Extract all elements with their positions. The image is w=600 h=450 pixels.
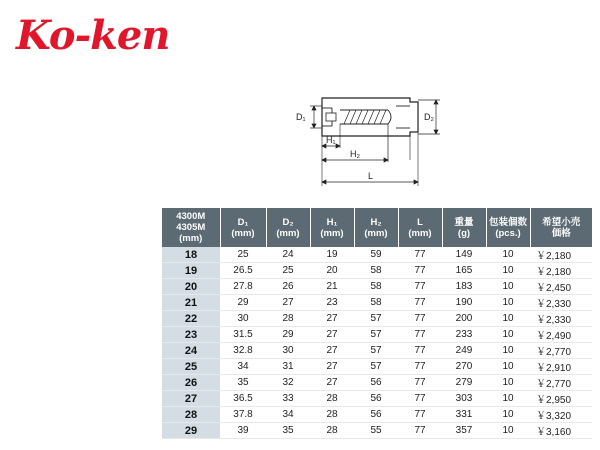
d1-label: D₁ bbox=[296, 112, 306, 122]
cell-l: 77 bbox=[398, 407, 442, 423]
cell-size: 23 bbox=[162, 327, 220, 343]
header-d2: D₂ (mm) bbox=[266, 208, 310, 247]
header-h1: H₁ (mm) bbox=[310, 208, 354, 247]
cell-d1: 35 bbox=[220, 375, 266, 391]
cell-price: ￥2,950 bbox=[530, 391, 592, 407]
cell-weight: 149 bbox=[442, 247, 486, 263]
cell-size: 18 bbox=[162, 247, 220, 263]
cell-d1: 26.5 bbox=[220, 263, 266, 279]
cell-d1: 31.5 bbox=[220, 327, 266, 343]
cell-h2: 55 bbox=[354, 423, 398, 439]
cell-d2: 32 bbox=[266, 375, 310, 391]
cell-d1: 32.8 bbox=[220, 343, 266, 359]
cell-price: ￥2,180 bbox=[530, 263, 592, 279]
cell-h1: 28 bbox=[310, 391, 354, 407]
cell-h2: 56 bbox=[354, 391, 398, 407]
cell-weight: 200 bbox=[442, 311, 486, 327]
cell-pack-qty: 10 bbox=[486, 359, 530, 375]
cell-d2: 24 bbox=[266, 247, 310, 263]
header-weight: 重量 (g) bbox=[442, 208, 486, 247]
cell-size: 21 bbox=[162, 295, 220, 311]
cell-weight: 165 bbox=[442, 263, 486, 279]
table-row bbox=[162, 391, 592, 407]
cell-l: 77 bbox=[398, 391, 442, 407]
table-row bbox=[162, 423, 592, 439]
cell-weight: 357 bbox=[442, 423, 486, 439]
cell-h2: 57 bbox=[354, 327, 398, 343]
cell-d2: 31 bbox=[266, 359, 310, 375]
header-d1: D₁ (mm) bbox=[220, 208, 266, 247]
cell-size: 28 bbox=[162, 407, 220, 423]
table-row bbox=[162, 407, 592, 423]
cell-price: ￥2,180 bbox=[530, 247, 592, 263]
socket-spec-table bbox=[162, 208, 592, 439]
cell-price: ￥2,330 bbox=[530, 295, 592, 311]
cell-pack-qty: 10 bbox=[486, 295, 530, 311]
h1-label: H₁ bbox=[326, 135, 336, 145]
cell-d1: 36.5 bbox=[220, 391, 266, 407]
cell-h1: 21 bbox=[310, 279, 354, 295]
cell-h1: 28 bbox=[310, 407, 354, 423]
cell-d2: 29 bbox=[266, 327, 310, 343]
table-row bbox=[162, 327, 592, 343]
cell-h1: 27 bbox=[310, 327, 354, 343]
cell-h2: 59 bbox=[354, 247, 398, 263]
cell-d2: 33 bbox=[266, 391, 310, 407]
cell-pack-qty: 10 bbox=[486, 343, 530, 359]
cell-d2: 34 bbox=[266, 407, 310, 423]
cell-h1: 23 bbox=[310, 295, 354, 311]
cell-d2: 30 bbox=[266, 343, 310, 359]
cell-price: ￥2,770 bbox=[530, 343, 592, 359]
cell-size: 24 bbox=[162, 343, 220, 359]
cell-l: 77 bbox=[398, 327, 442, 343]
cell-d2: 35 bbox=[266, 423, 310, 439]
cell-h2: 58 bbox=[354, 295, 398, 311]
cell-h2: 58 bbox=[354, 279, 398, 295]
cell-d1: 34 bbox=[220, 359, 266, 375]
header-size: 4300M 4305M (mm) bbox=[162, 208, 220, 247]
h2-label: H₂ bbox=[350, 149, 360, 159]
cell-size: 27 bbox=[162, 391, 220, 407]
cell-price: ￥2,490 bbox=[530, 327, 592, 343]
header-l: L (mm) bbox=[398, 208, 442, 247]
cell-d2: 26 bbox=[266, 279, 310, 295]
cell-h1: 27 bbox=[310, 375, 354, 391]
table-row bbox=[162, 263, 592, 279]
socket-dimension-diagram bbox=[292, 88, 450, 190]
cell-h1: 20 bbox=[310, 263, 354, 279]
cell-size: 19 bbox=[162, 263, 220, 279]
cell-weight: 279 bbox=[442, 375, 486, 391]
cell-price: ￥2,910 bbox=[530, 359, 592, 375]
cell-d1: 37.8 bbox=[220, 407, 266, 423]
cell-l: 77 bbox=[398, 375, 442, 391]
cell-h1: 19 bbox=[310, 247, 354, 263]
table-row bbox=[162, 247, 592, 263]
cell-l: 77 bbox=[398, 343, 442, 359]
cell-pack-qty: 10 bbox=[486, 391, 530, 407]
cell-pack-qty: 10 bbox=[486, 263, 530, 279]
cell-size: 22 bbox=[162, 311, 220, 327]
l-label: L bbox=[368, 171, 374, 181]
cell-l: 77 bbox=[398, 247, 442, 263]
cell-weight: 190 bbox=[442, 295, 486, 311]
cell-l: 77 bbox=[398, 295, 442, 311]
cell-pack-qty: 10 bbox=[486, 247, 530, 263]
table-row bbox=[162, 279, 592, 295]
table-row bbox=[162, 375, 592, 391]
cell-price: ￥2,770 bbox=[530, 375, 592, 391]
cell-h2: 57 bbox=[354, 343, 398, 359]
cell-size: 29 bbox=[162, 423, 220, 439]
cell-weight: 183 bbox=[442, 279, 486, 295]
cell-d2: 25 bbox=[266, 263, 310, 279]
cell-h1: 28 bbox=[310, 423, 354, 439]
header-h2: H₂ (mm) bbox=[354, 208, 398, 247]
cell-h1: 27 bbox=[310, 311, 354, 327]
cell-d2: 28 bbox=[266, 311, 310, 327]
cell-l: 77 bbox=[398, 279, 442, 295]
cell-weight: 270 bbox=[442, 359, 486, 375]
cell-l: 77 bbox=[398, 423, 442, 439]
header-price: 希望小売 価格 bbox=[530, 208, 592, 247]
cell-weight: 331 bbox=[442, 407, 486, 423]
cell-d1: 29 bbox=[220, 295, 266, 311]
cell-d1: 39 bbox=[220, 423, 266, 439]
cell-pack-qty: 10 bbox=[486, 407, 530, 423]
cell-pack-qty: 10 bbox=[486, 327, 530, 343]
cell-h2: 58 bbox=[354, 263, 398, 279]
cell-price: ￥3,160 bbox=[530, 423, 592, 439]
cell-weight: 303 bbox=[442, 391, 486, 407]
header-pack-qty: 包装個数 (pcs.) bbox=[486, 208, 530, 247]
cell-price: ￥2,450 bbox=[530, 279, 592, 295]
cell-h1: 27 bbox=[310, 343, 354, 359]
table-row bbox=[162, 343, 592, 359]
table-header-row bbox=[162, 208, 592, 247]
cell-price: ￥3,320 bbox=[530, 407, 592, 423]
cell-l: 77 bbox=[398, 263, 442, 279]
cell-h1: 27 bbox=[310, 359, 354, 375]
cell-h2: 56 bbox=[354, 375, 398, 391]
cell-d1: 25 bbox=[220, 247, 266, 263]
cell-h2: 57 bbox=[354, 311, 398, 327]
cell-size: 26 bbox=[162, 375, 220, 391]
cell-price: ￥2,330 bbox=[530, 311, 592, 327]
cell-l: 77 bbox=[398, 359, 442, 375]
cell-d1: 27.8 bbox=[220, 279, 266, 295]
cell-h2: 56 bbox=[354, 407, 398, 423]
cell-weight: 233 bbox=[442, 327, 486, 343]
cell-pack-qty: 10 bbox=[486, 311, 530, 327]
cell-size: 25 bbox=[162, 359, 220, 375]
cell-size: 20 bbox=[162, 279, 220, 295]
koken-logo: Ko-ken bbox=[16, 12, 170, 59]
cell-d1: 30 bbox=[220, 311, 266, 327]
cell-l: 77 bbox=[398, 311, 442, 327]
table-body bbox=[162, 247, 592, 439]
cell-pack-qty: 10 bbox=[486, 423, 530, 439]
cell-pack-qty: 10 bbox=[486, 375, 530, 391]
d2-label: D₂ bbox=[424, 112, 434, 122]
cell-weight: 249 bbox=[442, 343, 486, 359]
table-row bbox=[162, 359, 592, 375]
table-row bbox=[162, 295, 592, 311]
socket-drawing bbox=[292, 88, 450, 190]
cell-h2: 57 bbox=[354, 359, 398, 375]
table-row bbox=[162, 311, 592, 327]
cell-pack-qty: 10 bbox=[486, 279, 530, 295]
cell-d2: 27 bbox=[266, 295, 310, 311]
